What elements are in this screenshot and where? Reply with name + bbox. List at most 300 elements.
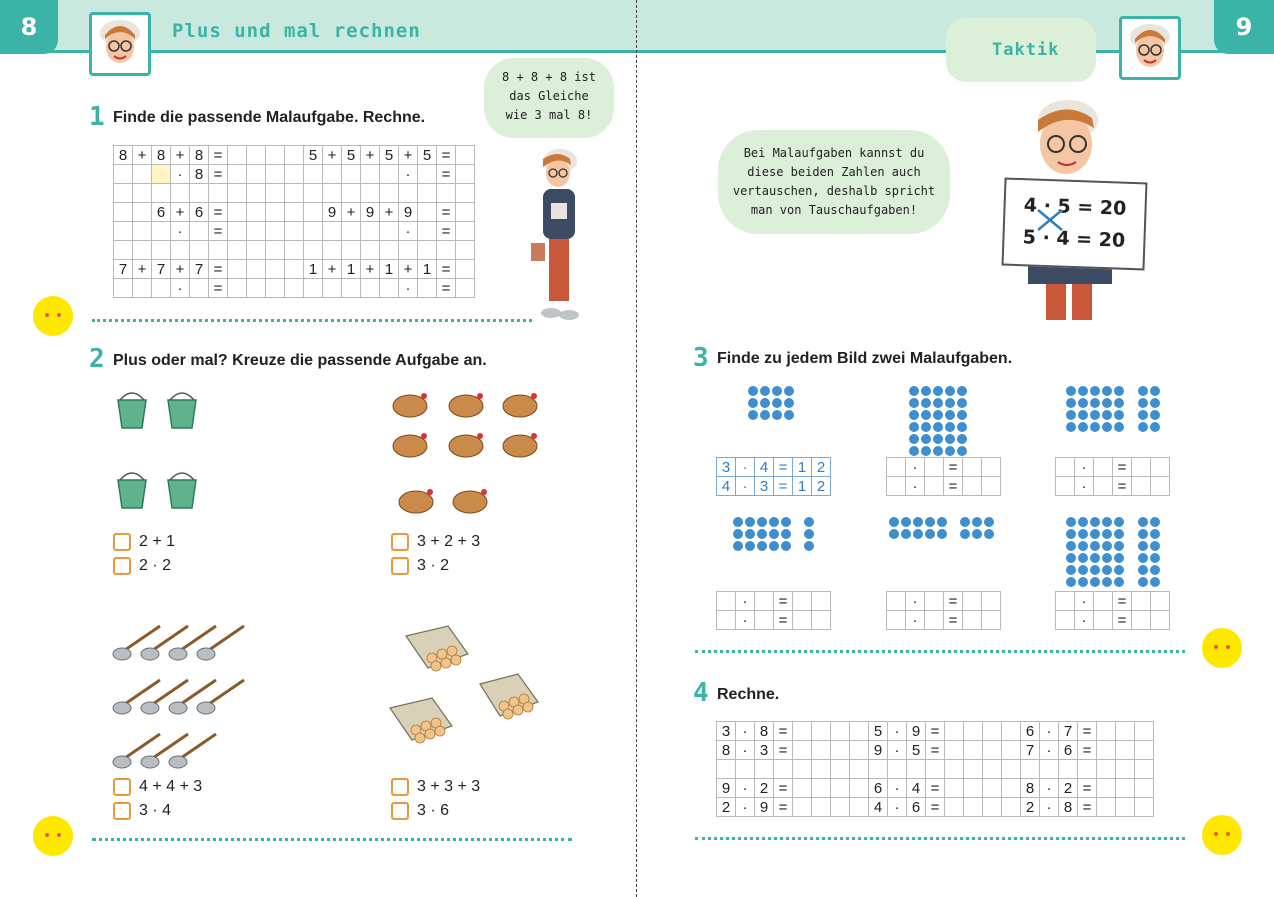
grid-cell[interactable]: 5 [380,146,399,165]
checkbox[interactable] [113,802,131,820]
grid-cell[interactable]: · [399,222,418,241]
grid-cell[interactable]: + [133,260,152,279]
grid-cell[interactable]: = [926,779,945,798]
grid-cell[interactable] [418,241,437,260]
grid-cell[interactable]: = [1113,477,1132,496]
grid-cell[interactable] [456,222,475,241]
grid-cell[interactable] [925,458,944,477]
grid-cell[interactable]: · [736,458,755,477]
grid-cell[interactable]: = [209,165,228,184]
grid-cell[interactable]: 5 [418,146,437,165]
option-row[interactable] [391,557,480,575]
grid-cell[interactable] [831,760,850,779]
grid-cell[interactable] [1151,477,1170,496]
grid-cell[interactable] [850,760,869,779]
grid-cell[interactable] [1040,760,1059,779]
grid-cell[interactable]: + [171,203,190,222]
grid-cell[interactable] [228,241,247,260]
grid-cell[interactable] [342,279,361,298]
grid-cell[interactable]: · [736,798,755,817]
grid-cell[interactable] [361,184,380,203]
grid-cell[interactable] [964,760,983,779]
grid-cell[interactable] [152,222,171,241]
grid-cell[interactable] [925,477,944,496]
grid-cell[interactable] [1116,722,1135,741]
grid-cell[interactable] [1135,741,1154,760]
grid-cell[interactable]: 3 [717,458,736,477]
grid-cell[interactable]: = [437,222,456,241]
grid-cell[interactable] [1094,477,1113,496]
grid-cell[interactable] [964,741,983,760]
grid-cell[interactable]: · [1040,741,1059,760]
grid-cell[interactable]: = [774,611,793,630]
grid-cell[interactable]: 9 [869,741,888,760]
grid-cell[interactable] [456,241,475,260]
grid-cell[interactable]: 4 [869,798,888,817]
grid-cell[interactable] [133,184,152,203]
grid-cell[interactable]: 6 [190,203,209,222]
example-answer-grid[interactable] [716,457,831,496]
grid-cell[interactable] [925,611,944,630]
grid-cell[interactable] [1132,477,1151,496]
grid-cell[interactable] [925,592,944,611]
grid-cell[interactable] [171,241,190,260]
grid-cell[interactable] [247,241,266,260]
grid-cell[interactable] [247,279,266,298]
grid-cell[interactable] [812,779,831,798]
grid-cell[interactable]: 8 [717,741,736,760]
grid-cell[interactable] [717,592,736,611]
grid-cell[interactable]: 9 [361,203,380,222]
task1-grid[interactable] [113,145,475,298]
grid-cell[interactable] [437,241,456,260]
grid-cell[interactable]: + [399,146,418,165]
grid-cell[interactable] [418,279,437,298]
grid-cell[interactable] [755,592,774,611]
grid-cell[interactable] [945,760,964,779]
grid-cell[interactable] [285,241,304,260]
grid-cell[interactable] [266,279,285,298]
grid-cell[interactable]: = [437,203,456,222]
grid-cell[interactable]: = [437,279,456,298]
grid-cell[interactable] [133,222,152,241]
grid-cell[interactable] [831,779,850,798]
grid-cell[interactable]: + [361,260,380,279]
grid-cell[interactable]: 8 [190,165,209,184]
grid-cell[interactable] [209,184,228,203]
grid-cell[interactable] [266,260,285,279]
option-row[interactable] [113,557,175,575]
grid-cell[interactable]: · [1040,798,1059,817]
grid-cell[interactable]: + [380,203,399,222]
grid-cell[interactable]: = [926,798,945,817]
grid-cell[interactable] [793,779,812,798]
grid-cell[interactable] [831,798,850,817]
grid-cell[interactable]: · [736,611,755,630]
grid-cell[interactable] [133,279,152,298]
grid-cell[interactable]: = [774,477,793,496]
grid-cell[interactable] [361,241,380,260]
grid-cell[interactable] [755,760,774,779]
grid-cell[interactable]: = [774,458,793,477]
grid-cell[interactable]: + [171,260,190,279]
grid-cell[interactable] [793,760,812,779]
grid-cell[interactable] [418,203,437,222]
grid-cell[interactable]: = [944,611,963,630]
grid-cell[interactable] [456,279,475,298]
grid-cell[interactable] [456,203,475,222]
grid-cell[interactable]: 8 [1059,798,1078,817]
grid-cell[interactable]: = [209,279,228,298]
grid-cell[interactable] [133,165,152,184]
grid-cell[interactable]: · [1075,611,1094,630]
grid-cell[interactable] [963,592,982,611]
grid-cell[interactable] [850,722,869,741]
grid-cell[interactable] [926,760,945,779]
checkbox[interactable] [391,533,409,551]
grid-cell[interactable] [717,760,736,779]
grid-cell[interactable]: = [774,592,793,611]
grid-cell[interactable] [190,279,209,298]
grid-cell[interactable] [285,184,304,203]
grid-cell[interactable]: · [736,722,755,741]
grid-cell[interactable]: 2 [717,798,736,817]
grid-cell[interactable] [171,184,190,203]
grid-cell[interactable] [380,222,399,241]
grid-cell[interactable] [888,760,907,779]
grid-cell[interactable]: 3 [755,477,774,496]
grid-cell[interactable] [831,722,850,741]
grid-cell[interactable] [437,184,456,203]
grid-cell[interactable]: = [926,722,945,741]
grid-cell[interactable] [964,798,983,817]
grid-cell[interactable]: = [209,203,228,222]
grid-cell[interactable] [1097,798,1116,817]
checkbox[interactable] [113,557,131,575]
grid-cell[interactable]: 1 [380,260,399,279]
grid-cell[interactable] [380,279,399,298]
grid-cell[interactable]: 9 [399,203,418,222]
grid-cell[interactable]: = [1078,741,1097,760]
grid-cell[interactable] [717,611,736,630]
grid-cell[interactable] [983,779,1002,798]
grid-cell[interactable] [1116,760,1135,779]
grid-cell[interactable] [152,184,171,203]
grid-cell[interactable]: 5 [907,741,926,760]
grid-cell[interactable] [114,222,133,241]
grid-cell[interactable] [1056,592,1075,611]
grid-cell[interactable] [418,222,437,241]
grid-cell[interactable] [285,146,304,165]
grid-cell[interactable] [812,611,831,630]
grid-cell[interactable] [228,184,247,203]
grid-cell[interactable] [964,722,983,741]
grid-cell[interactable]: · [736,741,755,760]
grid-cell[interactable]: 2 [755,779,774,798]
checkbox[interactable] [391,778,409,796]
grid-cell[interactable] [304,203,323,222]
grid-cell[interactable] [456,146,475,165]
grid-cell[interactable]: 2 [812,458,831,477]
grid-cell[interactable] [1002,798,1021,817]
grid-cell[interactable]: · [1040,722,1059,741]
grid-cell[interactable] [812,592,831,611]
grid-cell[interactable]: 7 [190,260,209,279]
grid-cell[interactable]: + [399,260,418,279]
option-row[interactable] [113,778,202,796]
grid-cell[interactable]: 8 [190,146,209,165]
grid-cell[interactable] [133,203,152,222]
answer-grid[interactable] [1055,591,1170,630]
grid-cell[interactable] [152,241,171,260]
grid-cell[interactable]: = [209,222,228,241]
grid-cell[interactable] [285,222,304,241]
grid-cell[interactable] [114,279,133,298]
grid-cell[interactable] [793,798,812,817]
grid-cell[interactable] [285,279,304,298]
grid-cell[interactable]: 6 [869,779,888,798]
checkbox[interactable] [113,778,131,796]
grid-cell[interactable] [342,165,361,184]
grid-cell[interactable]: 6 [1059,741,1078,760]
grid-cell[interactable] [945,722,964,741]
grid-cell[interactable] [418,165,437,184]
grid-cell[interactable] [1116,741,1135,760]
checkbox[interactable] [391,802,409,820]
grid-cell[interactable] [456,260,475,279]
grid-cell[interactable]: 4 [755,458,774,477]
grid-cell[interactable] [323,241,342,260]
grid-cell[interactable] [380,241,399,260]
grid-cell[interactable] [228,165,247,184]
grid-cell[interactable] [266,146,285,165]
grid-cell[interactable] [247,184,266,203]
answer-grid[interactable] [886,457,1001,496]
grid-cell[interactable] [982,611,1001,630]
grid-cell[interactable] [1097,779,1116,798]
grid-cell[interactable]: 7 [152,260,171,279]
checkbox[interactable] [113,533,131,551]
grid-cell[interactable] [1132,592,1151,611]
grid-cell[interactable] [304,279,323,298]
grid-cell[interactable] [190,241,209,260]
grid-cell[interactable]: + [133,146,152,165]
grid-cell[interactable] [963,611,982,630]
grid-cell[interactable]: 4 [907,779,926,798]
grid-cell[interactable] [133,241,152,260]
grid-cell[interactable] [982,458,1001,477]
grid-cell[interactable]: · [399,165,418,184]
grid-cell[interactable]: · [399,279,418,298]
grid-cell[interactable] [1002,741,1021,760]
grid-cell[interactable] [869,760,888,779]
grid-cell[interactable]: = [774,779,793,798]
grid-cell[interactable] [1132,611,1151,630]
grid-cell[interactable]: · [736,779,755,798]
grid-cell[interactable]: = [1078,798,1097,817]
grid-cell[interactable]: = [944,458,963,477]
grid-cell[interactable]: 6 [152,203,171,222]
grid-cell[interactable] [285,165,304,184]
grid-cell[interactable]: 2 [812,477,831,496]
grid-cell[interactable]: 5 [342,146,361,165]
grid-cell[interactable] [812,798,831,817]
grid-cell[interactable] [1002,722,1021,741]
grid-cell[interactable]: = [774,722,793,741]
grid-cell[interactable]: · [888,722,907,741]
grid-cell[interactable] [266,184,285,203]
grid-cell[interactable] [323,279,342,298]
grid-cell[interactable] [323,222,342,241]
grid-cell[interactable] [266,241,285,260]
grid-cell[interactable]: 8 [152,146,171,165]
grid-cell[interactable] [793,741,812,760]
grid-cell[interactable] [1135,779,1154,798]
grid-cell[interactable] [736,760,755,779]
grid-cell[interactable]: · [888,798,907,817]
grid-cell[interactable]: = [1078,722,1097,741]
grid-cell[interactable]: 1 [793,477,812,496]
grid-cell[interactable]: · [906,611,925,630]
grid-cell[interactable] [380,184,399,203]
grid-cell[interactable] [190,184,209,203]
grid-cell[interactable] [1135,798,1154,817]
grid-cell[interactable] [1116,798,1135,817]
grid-cell[interactable]: = [209,260,228,279]
grid-cell[interactable] [1094,592,1113,611]
grid-cell[interactable] [1021,760,1040,779]
grid-cell[interactable] [983,798,1002,817]
grid-cell[interactable]: + [323,146,342,165]
grid-cell[interactable] [1056,611,1075,630]
grid-cell[interactable]: 9 [755,798,774,817]
grid-cell[interactable] [380,165,399,184]
option-row[interactable] [391,778,480,796]
grid-cell[interactable]: + [361,146,380,165]
grid-cell[interactable]: · [1040,779,1059,798]
grid-cell[interactable]: 8 [1021,779,1040,798]
grid-cell[interactable]: 9 [717,779,736,798]
grid-cell[interactable] [266,222,285,241]
grid-cell[interactable]: 1 [418,260,437,279]
grid-cell[interactable] [963,477,982,496]
answer-grid[interactable] [1055,457,1170,496]
grid-cell[interactable]: = [437,260,456,279]
grid-cell[interactable]: · [1075,458,1094,477]
grid-cell[interactable]: · [906,477,925,496]
grid-cell[interactable] [285,203,304,222]
grid-cell[interactable] [342,222,361,241]
grid-cell[interactable] [1097,722,1116,741]
grid-cell[interactable] [304,241,323,260]
grid-cell[interactable]: 9 [323,203,342,222]
option-row[interactable] [113,802,202,820]
grid-cell[interactable]: · [171,222,190,241]
grid-cell[interactable]: 5 [869,722,888,741]
grid-cell[interactable] [1056,458,1075,477]
grid-cell[interactable]: · [888,779,907,798]
grid-cell[interactable] [456,165,475,184]
grid-cell[interactable] [850,741,869,760]
grid-cell[interactable] [114,165,133,184]
grid-cell[interactable]: 1 [342,260,361,279]
option-row[interactable] [113,533,175,551]
grid-cell[interactable] [152,165,171,184]
grid-cell[interactable] [247,222,266,241]
grid-cell[interactable] [342,184,361,203]
grid-cell[interactable] [418,184,437,203]
grid-cell[interactable] [1094,458,1113,477]
grid-cell[interactable] [983,741,1002,760]
grid-cell[interactable]: + [323,260,342,279]
grid-cell[interactable]: 3 [717,722,736,741]
grid-cell[interactable]: 9 [907,722,926,741]
grid-cell[interactable] [793,722,812,741]
grid-cell[interactable] [323,165,342,184]
grid-cell[interactable] [114,184,133,203]
grid-cell[interactable]: 7 [114,260,133,279]
grid-cell[interactable] [1002,760,1021,779]
grid-cell[interactable]: 7 [1059,722,1078,741]
grid-cell[interactable]: · [1075,477,1094,496]
grid-cell[interactable]: = [437,165,456,184]
grid-cell[interactable] [1151,592,1170,611]
option-row[interactable] [391,802,480,820]
grid-cell[interactable] [1056,477,1075,496]
answer-grid[interactable] [716,591,831,630]
grid-cell[interactable]: + [342,203,361,222]
grid-cell[interactable] [964,779,983,798]
grid-cell[interactable] [399,241,418,260]
grid-cell[interactable] [266,165,285,184]
grid-cell[interactable] [114,241,133,260]
grid-cell[interactable] [812,760,831,779]
grid-cell[interactable] [304,184,323,203]
grid-cell[interactable]: 8 [114,146,133,165]
grid-cell[interactable]: 2 [1021,798,1040,817]
grid-cell[interactable] [1094,611,1113,630]
grid-cell[interactable] [247,165,266,184]
grid-cell[interactable]: 7 [1021,741,1040,760]
grid-cell[interactable] [304,165,323,184]
grid-cell[interactable]: 6 [907,798,926,817]
grid-cell[interactable]: = [1113,611,1132,630]
grid-cell[interactable] [963,458,982,477]
grid-cell[interactable]: = [209,146,228,165]
grid-cell[interactable] [456,184,475,203]
grid-cell[interactable]: 3 [755,741,774,760]
grid-cell[interactable]: 6 [1021,722,1040,741]
grid-cell[interactable] [774,760,793,779]
grid-cell[interactable] [1116,779,1135,798]
grid-cell[interactable]: 8 [755,722,774,741]
grid-cell[interactable]: · [906,592,925,611]
grid-cell[interactable]: = [437,146,456,165]
grid-cell[interactable] [812,722,831,741]
checkbox[interactable] [391,557,409,575]
grid-cell[interactable] [945,779,964,798]
grid-cell[interactable]: · [906,458,925,477]
grid-cell[interactable]: = [1113,458,1132,477]
grid-cell[interactable]: 1 [793,458,812,477]
grid-cell[interactable] [983,722,1002,741]
grid-cell[interactable] [247,260,266,279]
grid-cell[interactable]: · [1075,592,1094,611]
grid-cell[interactable] [1097,741,1116,760]
grid-cell[interactable]: = [774,798,793,817]
grid-cell[interactable] [850,798,869,817]
grid-cell[interactable] [850,779,869,798]
